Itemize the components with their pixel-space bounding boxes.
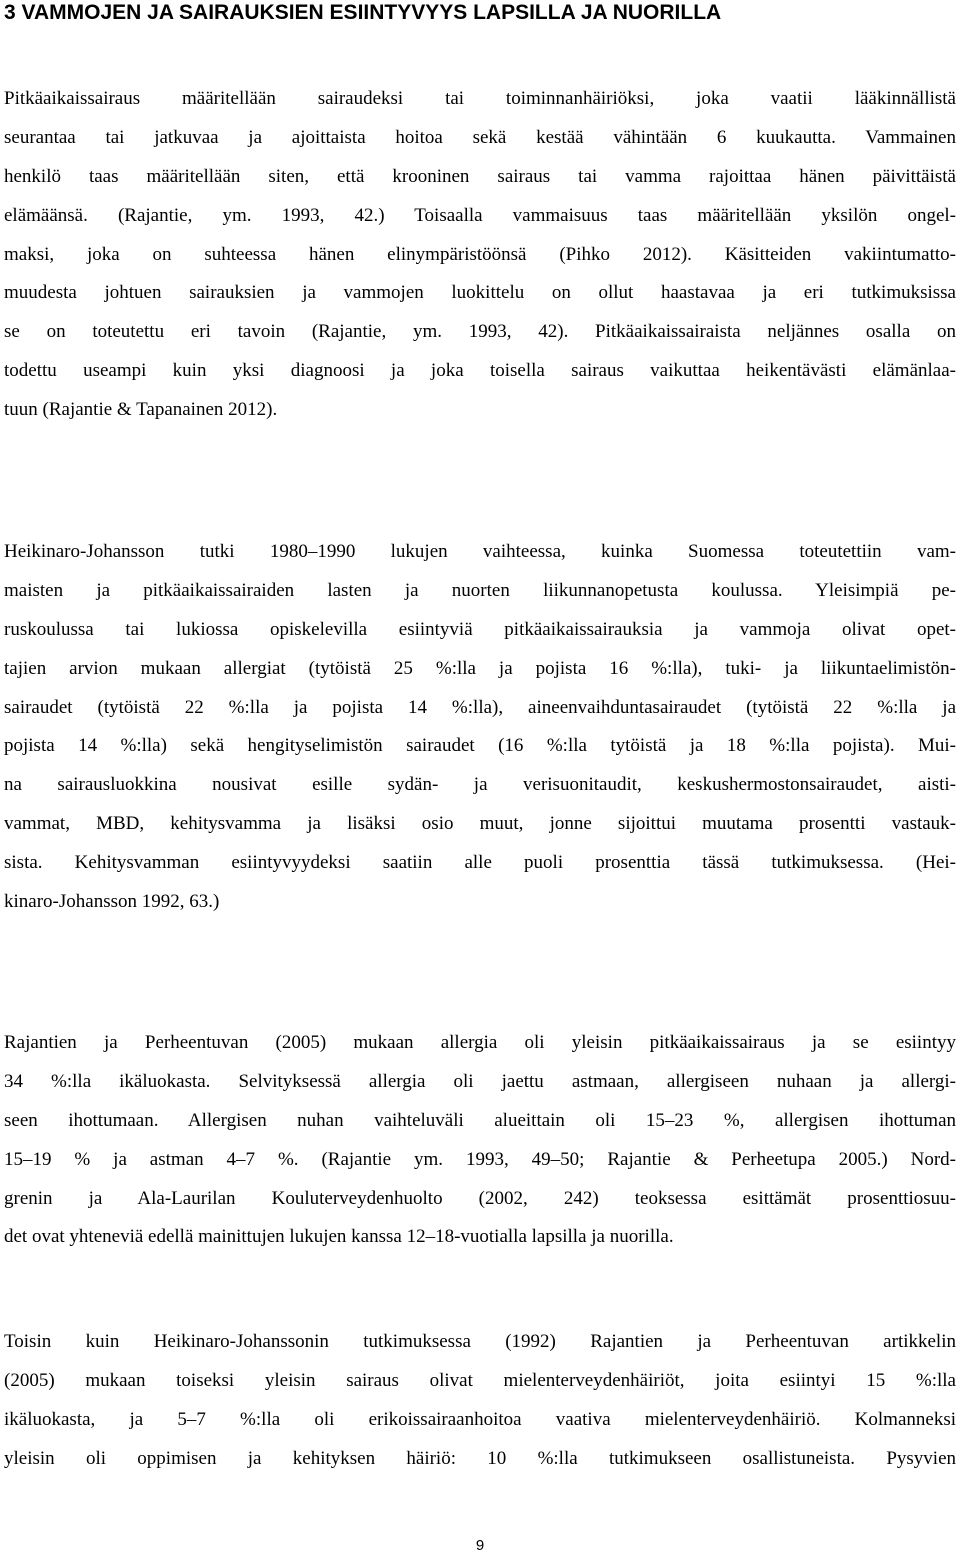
text-line: Heikinaro-Johansson tutki 1980–1990 lukujen vaihteessa, kuinka Suomessa toteutettiin vam- [4,541,956,562]
text-line: vammat, MBD, kehitysvamma ja lisäksi osio muut, jonne sijoittui muutama prosentti vastauk- [4,813,956,835]
text-line: sista. Kehitysvamman esiintyvyydeksi saatiin alle puoli prosenttia tässä tutkimuksessa. (Hei- [4,852,956,874]
paragraph-1 [4,80,956,430]
text-line: yleisin oli oppimisen ja kehityksen häiriö: 10 %:lla tutkimukseen osallistuneista. Pysyvien [4,1447,956,1469]
text-line: na sairausluokkina nousivat esille sydän- ja verisuonitaudit, keskushermostonsairaudet, aisti- [4,774,956,796]
text-line: det ovat yhteneviä edellä mainittujen lukujen kanssa 12–18-vuotialla lapsilla ja nuorilla. [4,1226,674,1248]
text-line: se on toteutettu eri tavoin (Rajantie, ym. 1993, 42). Pitkäaikaissairaista neljännes osalla on [4,321,956,343]
text-line: henkilö taas määritellään siten, että krooninen sairaus tai vamma rajoittaa hänen päivittäistä [4,165,956,187]
text-line: maksi, joka on suhteessa hänen elinympäristöönsä (Pihko 2012). Käsitteiden vakiintumatto- [4,243,956,265]
text-line: Pitkäaikaissairaus määritellään sairaudeksi tai toiminnanhäiriöksi, joka vaatii lääkinnällistä [4,88,956,109]
text-line: seen ihottumaan. Allergisen nuhan vaihteluväli alueittain oli 15–23 %, allergisen ihottuman [4,1109,956,1131]
text-line: 15–19 % ja astman 4–7 %. (Rajantie ym. 1993, 49–50; Rajantie & Perheetupa 2005.) Nord- [4,1148,956,1170]
paragraph-4 [4,1323,956,1479]
chapter-heading: 3 VAMMOJEN JA SAIRAUKSIEN ESIINTYVYYS LAPSILLA JA NUORILLA [4,1,722,24]
text-line: pojista 14 %:lla) sekä hengityselimistön sairaudet (16 %:lla tytöistä ja 18 %:lla pojista). Mui- [4,735,956,757]
text-line: tajien arvion mukaan allergiat (tytöistä 25 %:lla ja pojista 16 %:lla), tuki- ja liikuntaelimistön- [4,657,956,679]
paragraph-2 [4,533,956,922]
text-line: maisten ja pitkäaikaissairaiden lasten ja nuorten liikunnanopetusta koulussa. Yleisimpiä pe- [4,579,956,601]
text-line: seurantaa tai jatkuvaa ja ajoittaista hoitoa sekä kestää vähintään 6 kuukautta. Vammainen [4,126,956,148]
text-line: (2005) mukaan toiseksi yleisin sairaus olivat mielenterveydenhäiriöt, joita esiintyi 15 %:lla [4,1369,956,1391]
text-line: Toisin kuin Heikinaro-Johanssonin tutkimuksessa (1992) Rajantien ja Perheentuvan artikkelin [4,1331,956,1352]
text-line: sairaudet (tytöistä 22 %:lla ja pojista 14 %:lla), aineenvaihduntasairaudet (tytöistä 22 %:lla ja [4,696,956,718]
text-line: tuun (Rajantie & Tapanainen 2012). [4,399,278,421]
page-number: 9 [475,1537,485,1554]
text-line: ikäluokasta, ja 5–7 %:lla oli erikoissairaanhoitoa vaativa mielenterveydenhäiriö. Kolmanneksi [4,1408,956,1430]
paragraph-3 [4,1024,956,1257]
text-line: grenin ja Ala-Laurilan Kouluterveydenhuolto (2002, 242) teoksessa esittämät prosenttiosuu- [4,1187,956,1209]
text-line: kinaro-Johansson 1992, 63.) [4,891,220,913]
text-line: ruskoulussa tai lukiossa opiskelevilla esiintyviä pitkäaikaissairauksia ja vammoja olivat opet- [4,618,956,640]
text-line: elämäänsä. (Rajantie, ym. 1993, 42.) Toisaalla vammaisuus taas määritellään yksilön ongel- [4,204,956,226]
text-line: muudesta johtuen sairauksien ja vammojen luokittelu on ollut haastavaa ja eri tutkimuksissa [4,282,956,304]
text-line: 34 %:lla ikäluokasta. Selvityksessä allergia oli jaettu astmaan, allergiseen nuhaan ja allergi- [4,1070,956,1092]
text-line: Rajantien ja Perheentuvan (2005) mukaan allergia oli yleisin pitkäaikaissairaus ja se esiintyy [4,1032,956,1053]
text-line: todettu useampi kuin yksi diagnoosi ja joka toisella sairaus vaikuttaa heikentävästi elämänlaa- [4,360,956,382]
